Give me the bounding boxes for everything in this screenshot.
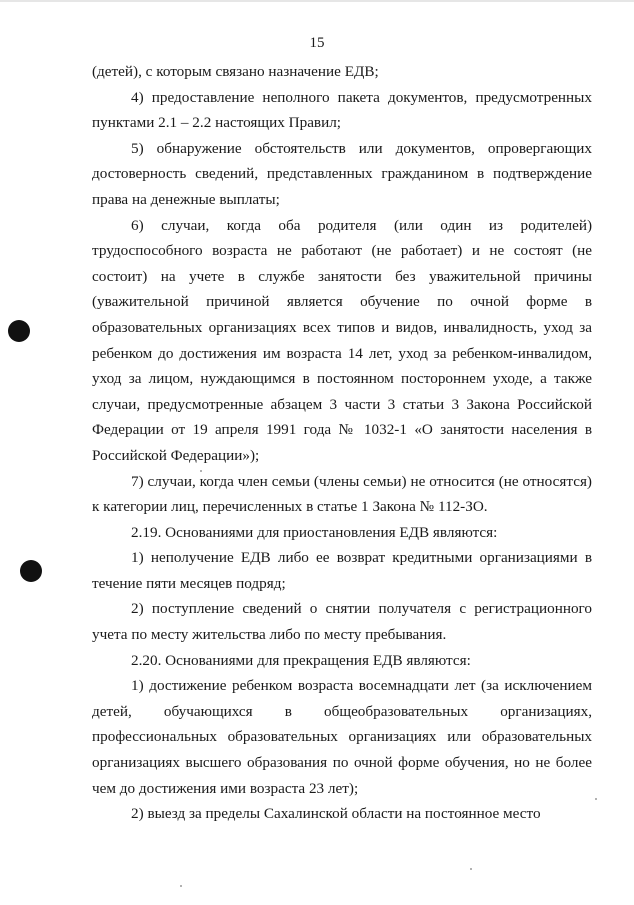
scan-speck <box>180 885 182 887</box>
paragraph-item-7: 7) случаи, когда член семьи (члены семьи) не относится (не относятся) к категории лиц, перечисленных в статье 1 Закона № 112-ЗО. <box>92 472 592 516</box>
scan-speck <box>200 470 202 472</box>
scan-speck <box>470 868 472 870</box>
paragraph-continuation: (детей), с которым связано назначение ЕДВ; <box>92 63 379 80</box>
paragraph-2-20-item-1: 1) достижение ребенком возраста восемнадцати лет (за исключением детей, обучающихся в общеобразовательных организациях, профессиональных образовательных организациях или образовательных организациях высшего образования по очной форме обучения, но не более чем до достижения ими возраста 23 лет); <box>92 677 592 797</box>
scan-speck <box>595 798 597 800</box>
punch-hole-lower <box>20 560 42 582</box>
paragraph-item-6: 6) случаи, когда оба родителя (или один из родителей) трудоспособного возраста не работают (не работает) и не состоят (не состоит) на учете в службе занятости без уважительной причины (уважительной причиной является обучение по очной форме в образовательных организациях всех типов и видов, инвалидность, уход за ребенком до достижения им возраста 14 лет, уход за ребенком-инвалидом, уход за лицом, нуждающимся в постоянном постороннем уходе, а также случаи, предусмотренные абзацем 3 части 3 статьи 3 Закона Российской Федерации от 19 апреля 1991 года № 1032-1 «О занятости населения в Российской Федерации»); <box>92 216 592 464</box>
scan-top-edge <box>0 0 634 2</box>
page-number: 15 <box>309 35 325 51</box>
paragraph-2-20-item-2: 2) выезд за пределы Сахалинской области на постоянное место <box>131 805 541 823</box>
paragraph-2-19-item-2: 2) поступление сведений о снятии получателя с регистрационного учета по месту жительства либо по месту пребывания. <box>92 600 592 644</box>
document-body <box>92 59 592 827</box>
punch-hole-upper <box>8 320 30 342</box>
paragraph-item-4: 4) предоставление неполного пакета документов, предусмотренных пунктами 2.1 – 2.2 настоящих Правил; <box>92 88 592 132</box>
section-2-20-heading: 2.20. Основаниями для прекращения ЕДВ являются: <box>131 651 471 669</box>
paragraph-item-5: 5) обнаружение обстоятельств или документов, опровергающих достоверность сведений, представленных гражданином в подтверждение права на денежные выплаты; <box>92 139 592 208</box>
section-2-19-heading: 2.19. Основаниями для приостановления ЕДВ являются: <box>131 523 498 541</box>
paragraph-2-19-item-1: 1) неполучение ЕДВ либо ее возврат кредитными организациями в течение пяти месяцев подряд; <box>92 549 592 592</box>
